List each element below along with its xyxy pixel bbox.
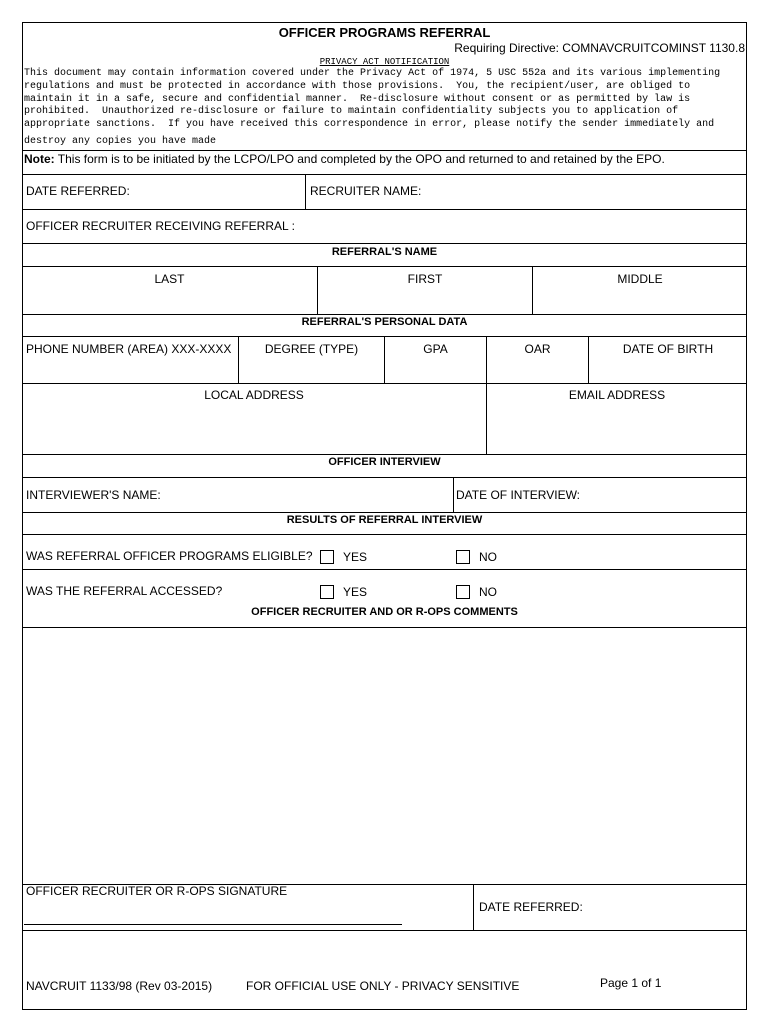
privacy-line: This document may contain information covered under the Privacy Act of 1974, 5 USC 552a and its various implementing xyxy=(24,68,721,79)
accessed-no-checkbox[interactable] xyxy=(456,585,470,599)
note xyxy=(24,152,665,166)
last-name-label: LAST xyxy=(154,272,185,286)
eligible-no-label: NO xyxy=(479,550,497,564)
eligible-question: WAS REFERRAL OFFICER PROGRAMS ELIGIBLE? xyxy=(26,549,313,563)
divider xyxy=(22,243,747,244)
privacy-line: maintain it in a safe, secure and confidential manner. Re-disclosure without consent or as permitted by law is xyxy=(24,94,691,105)
divider xyxy=(22,569,747,570)
form-number: NAVCRUIT 1133/98 (Rev 03-2015) xyxy=(26,979,213,993)
comments-heading: OFFICER RECRUITER AND OR R-OPS COMMENTS xyxy=(251,606,518,618)
date-of-interview-label: DATE OF INTERVIEW: xyxy=(456,488,581,502)
privacy-line: destroy any copies you have made xyxy=(24,136,217,147)
note-text: This form is to be initiated by the LCPO/LPO and completed by the OPO and returned to and retained by the EPO. xyxy=(57,152,665,166)
recruiter-name-label: RECRUITER NAME: xyxy=(310,184,422,198)
divider xyxy=(22,930,747,931)
interviewer-name-label: INTERVIEWER'S NAME: xyxy=(26,488,161,502)
referral-name-heading: REFERRAL'S NAME xyxy=(331,246,438,258)
divider xyxy=(22,209,747,210)
eligible-no-checkbox[interactable] xyxy=(456,550,470,564)
accessed-question: WAS THE REFERRAL ACCESSED? xyxy=(26,584,223,598)
accessed-yes-checkbox[interactable] xyxy=(320,585,334,599)
privacy-line: appropriate sanctions. If you have received this correspondence in error, please notify the sender immediately and xyxy=(24,119,715,130)
divider xyxy=(22,477,747,478)
accessed-no-label: NO xyxy=(479,585,497,599)
middle-name-label: MIDDLE xyxy=(617,272,663,286)
signature-date-referred-label: DATE REFERRED: xyxy=(479,900,583,914)
divider xyxy=(22,266,747,267)
privacy-heading: PRIVACY ACT NOTIFICATION xyxy=(319,57,450,67)
divider xyxy=(22,150,747,151)
accessed-yes-label: YES xyxy=(343,585,368,599)
privacy-classification: FOR OFFICIAL USE ONLY - PRIVACY SENSITIVE xyxy=(246,979,520,993)
email-address-label: EMAIL ADDRESS xyxy=(568,388,666,402)
form-page xyxy=(22,22,747,1010)
phone-label: PHONE NUMBER (AREA) XXX-XXXX xyxy=(26,342,232,356)
local-address-label: LOCAL ADDRESS xyxy=(204,388,304,402)
divider xyxy=(22,383,747,384)
privacy-line: regulations and must be protected in accordance with those provisions. You, the recipient/user, are obliged to xyxy=(24,81,691,92)
divider xyxy=(22,534,747,535)
dob-label: DATE OF BIRTH xyxy=(622,342,714,356)
gpa-label: GPA xyxy=(423,342,448,356)
privacy-line: prohibited. Unauthorized re-disclosure or failure to maintain confidentiality subjects you to application of xyxy=(24,106,679,117)
divider xyxy=(453,477,454,512)
results-heading: RESULTS OF REFERRAL INTERVIEW xyxy=(286,514,483,526)
note-label: Note: xyxy=(24,152,55,166)
divider xyxy=(22,174,747,175)
divider xyxy=(473,884,474,930)
requiring-directive: Requiring Directive: COMNAVCRUITCOMINST 1130.8 xyxy=(454,41,745,55)
form-title: OFFICER PROGRAMS REFERRAL xyxy=(278,25,491,40)
officer-recruiter-receiving-label: OFFICER RECRUITER RECEIVING REFERRAL : xyxy=(26,219,295,233)
degree-label: DEGREE (TYPE) xyxy=(264,342,359,356)
divider xyxy=(305,174,306,209)
signature-label: OFFICER RECRUITER OR R-OPS SIGNATURE xyxy=(26,884,288,898)
personal-data-heading: REFERRAL'S PERSONAL DATA xyxy=(301,316,468,328)
page-number: Page 1 of 1 xyxy=(600,976,662,990)
comments-area[interactable] xyxy=(22,628,747,884)
officer-interview-heading: OFFICER INTERVIEW xyxy=(328,456,441,468)
eligible-yes-label: YES xyxy=(343,550,368,564)
eligible-yes-checkbox[interactable] xyxy=(320,550,334,564)
first-name-label: FIRST xyxy=(407,272,443,286)
signature-line[interactable] xyxy=(24,924,402,925)
date-referred-label: DATE REFERRED: xyxy=(26,184,130,198)
oar-label: OAR xyxy=(524,342,551,356)
